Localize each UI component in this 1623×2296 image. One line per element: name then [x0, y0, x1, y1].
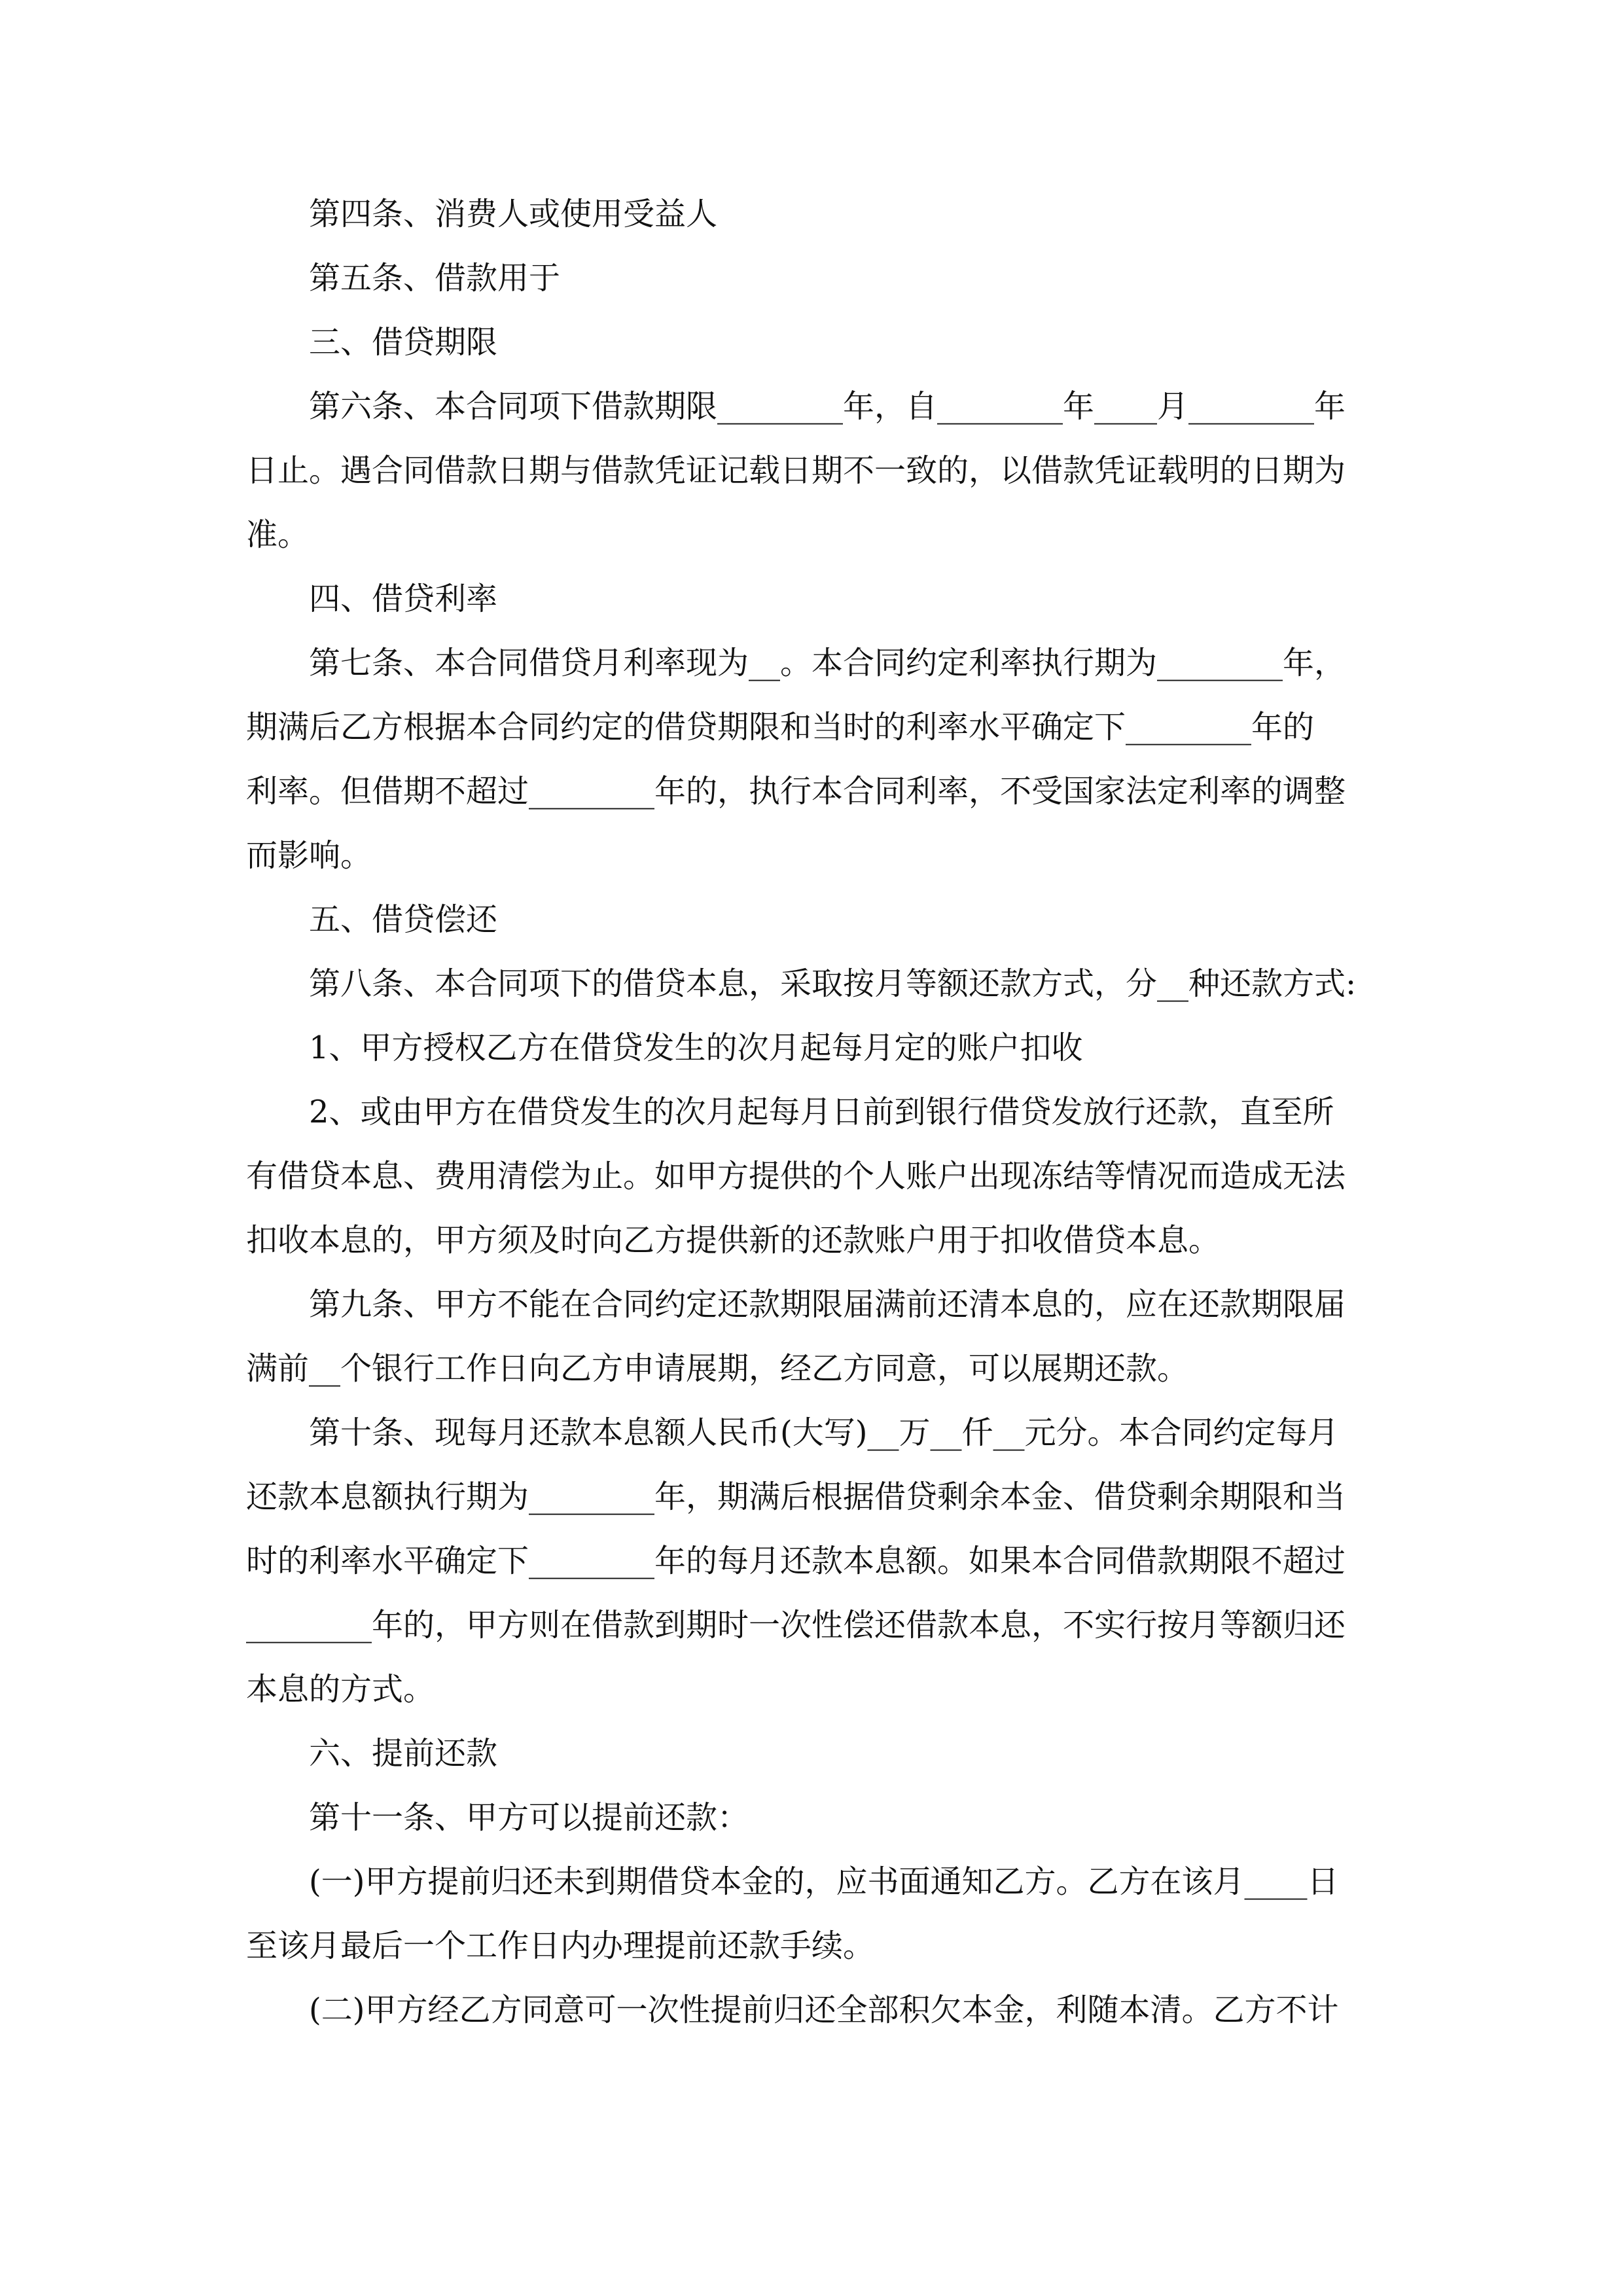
- section-heading-interest-rate: 四、借贷利率: [246, 581, 498, 617]
- paragraph-line: 准。: [246, 516, 310, 553]
- paragraph-line: 第十条、现每月还款本息额人民币(大写)__万__仟__元分。本合同约定每月: [246, 1414, 1339, 1451]
- paragraph-line: 2、或由甲方在借贷发生的次月起每月日前到银行借贷发放行还款，直至所: [246, 1094, 1334, 1130]
- paragraph-line: (一)甲方提前归还未到期借贷本金的，应书面通知乙方。乙方在该月____日: [246, 1863, 1339, 1900]
- paragraph-line: 时的利率水平确定下________年的每月还款本息额。如果本合同借款期限不超过: [246, 1543, 1346, 1579]
- paragraph-line: 第八条、本合同项下的借贷本息，采取按月等额还款方式，分__种还款方式:: [246, 965, 1357, 1002]
- paragraph-line: 第七条、本合同借贷月利率现为__。本合同约定利率执行期为________年，: [246, 645, 1346, 681]
- heading-article-4: 第四条、消费人或使用受益人: [246, 196, 718, 232]
- paragraph-line: 有借贷本息、费用清偿为止。如甲方提供的个人账户出现冻结等情况而造成无法: [246, 1158, 1346, 1194]
- heading-article-5: 第五条、借款用于: [246, 260, 561, 296]
- paragraph-line: 扣收本息的，甲方须及时向乙方提供新的还款账户用于扣收借贷本息。: [246, 1222, 1221, 1259]
- paragraph-line: 第十一条、甲方可以提前还款：: [246, 1799, 749, 1836]
- paragraph-line: 本息的方式。: [246, 1671, 435, 1708]
- paragraph-line: (二)甲方经乙方同意可一次性提前归还全部积欠本金，利随本清。乙方不计: [246, 1992, 1339, 2028]
- paragraph-line: 第六条、本合同项下借款期限________年，自________年____月________年: [246, 388, 1346, 425]
- paragraph-line: 而影响。: [246, 837, 372, 874]
- section-heading-prepayment: 六、提前还款: [246, 1735, 498, 1772]
- paragraph-line: 至该月最后一个工作日内办理提前还款手续。: [246, 1928, 875, 1964]
- paragraph-line: 第九条、甲方不能在合同约定还款期限届满前还清本息的，应在还款期限届: [246, 1286, 1346, 1323]
- paragraph-line: 利率。但借期不超过________年的，执行本合同利率，不受国家法定利率的调整: [246, 773, 1346, 810]
- paragraph-line: 期满后乙方根据本合同约定的借贷期限和当时的利率水平确定下________年的: [246, 709, 1315, 745]
- paragraph-line: 日止。遇合同借款日期与借款凭证记载日期不一致的，以借款凭证载明的日期为: [246, 452, 1346, 489]
- paragraph-line: 满前__个银行工作日向乙方申请展期，经乙方同意，可以展期还款。: [246, 1350, 1189, 1387]
- paragraph-line: 还款本息额执行期为________年，期满后根据借贷剩余本金、借贷剩余期限和当: [246, 1479, 1346, 1515]
- section-heading-loan-term: 三、借贷期限: [246, 324, 498, 361]
- paragraph-line: 1、甲方授权乙方在借贷发生的次月起每月定的账户扣收: [246, 1030, 1083, 1066]
- paragraph-line: ________年的，甲方则在借款到期时一次性偿还借款本息，不实行按月等额归还: [246, 1607, 1346, 1643]
- section-heading-repayment: 五、借贷偿还: [246, 901, 498, 938]
